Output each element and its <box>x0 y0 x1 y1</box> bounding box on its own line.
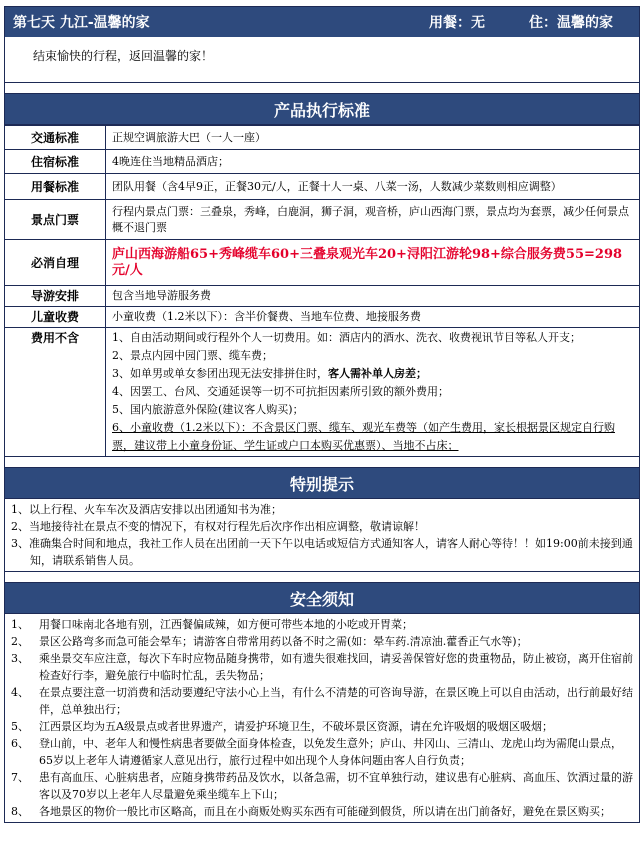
table-row <box>5 240 639 286</box>
fees-excluded-list <box>106 328 640 457</box>
section-spacer <box>5 457 639 468</box>
item-text: 景区公路弯多而急可能会晕车；请游客自带常用药以备不时之需(如：晕车药.清凉油.藿香正气水等)； <box>39 635 528 648</box>
item-number: 2、 <box>11 635 29 648</box>
day-header <box>5 7 639 37</box>
list-item: 4、因罢工、台风、交通延误等一切不可抗拒因素所引致的额外费用； <box>112 385 449 398</box>
list-item: 1、以上行程、火车车次及酒店安排以出团通知书为准； <box>11 503 282 516</box>
list-item: 3、准确集合时间和地点，我社工作人员在出团前一天下午以电话或短信方式通知客人，请客人耐心等待！！如19:00前未接到通知，请联系销售人员。 <box>11 537 633 567</box>
list-item: 5、国内旅游意外保险(建议客人购买)； <box>112 403 304 416</box>
row-value: 4晚连住当地精品酒店； <box>106 150 640 174</box>
item-number: 5、 <box>11 720 29 733</box>
itinerary-page <box>4 6 640 823</box>
mandatory-fees-value: 庐山西海游船65+秀峰缆车60+三叠泉观光车20+浔阳江游轮98+综合服务费55=298元/人 <box>106 240 640 286</box>
row-label: 费用不含 <box>5 328 106 457</box>
row-value: 团队用餐（含4早9正，正餐30元/人，正餐十人一桌、八菜一汤，人数减少菜数则相应调整） <box>106 174 640 200</box>
row-label: 必消自理 <box>5 240 106 286</box>
item-number: 7、 <box>11 771 29 784</box>
section-title-tips: 特别提示 <box>5 468 639 499</box>
section-title-safety: 安全须知 <box>5 583 639 614</box>
list-item: 1、自由活动期间或行程外个人一切费用。如：酒店内的酒水、洗衣、收费视讯节目等私人开支； <box>112 331 581 344</box>
row-label: 交通标准 <box>5 126 106 150</box>
item-text: 在景点要注意一切消费和活动要遵纪守法小心上当，有什么不清楚的可咨询导游，在景区晚上可以自由活动，出行前最好结伴，总单独出行； <box>39 686 633 716</box>
list-item <box>11 769 635 803</box>
section-spacer <box>5 572 639 583</box>
item-text: 乘坐景交车应注意，每次下车时应物品随身携带，如有遗失很难找回，请妥善保管好您的贵重物品，防止被窃，离开住宿前检查好行李，避免旅行中临时忙乱，丢失物品； <box>39 652 633 682</box>
tips-list <box>5 499 639 572</box>
list-item <box>11 616 635 633</box>
table-row <box>5 126 639 150</box>
table-row <box>5 307 639 328</box>
item-number: 8、 <box>11 805 29 818</box>
safety-list <box>5 614 639 822</box>
list-item <box>11 684 635 718</box>
item-number: 6、 <box>11 737 29 750</box>
item-number: 4、 <box>11 686 29 699</box>
item-text: 用餐口味南北各地有别，江西餐偏咸辣，如方便可带些本地的小吃或开胃菜； <box>39 618 413 631</box>
item-text: 登山前，中、老年人和慢性病患者要做全面身体检查，以免发生意外；庐山、井冈山、三清山、龙虎山均为需爬山景点，65岁以上老年人请遵循家人意见出行，旅行过程中如出现个人身体问题由客人自行负责； <box>39 737 622 767</box>
day-description: 结束愉快的行程，返回温馨的家！ <box>5 37 639 83</box>
row-value: 小童收费（1.2米以下）：含半价餐费、当地车位费、地接服务费 <box>106 307 640 328</box>
row-label: 景点门票 <box>5 200 106 240</box>
list-item <box>11 718 635 735</box>
list-item <box>112 365 633 383</box>
list-item: 2、当地接待社在景点不变的情况下，有权对行程先后次序作出相应调整，敬请谅解！ <box>11 520 425 533</box>
list-item-text: 3、如单男或单女参团出现无法安排拼住时， <box>112 367 328 380</box>
list-item-emphasis: 客人需补单人房差； <box>328 367 427 380</box>
row-label: 用餐标准 <box>5 174 106 200</box>
row-label: 住宿标准 <box>5 150 106 174</box>
day-title: 第七天 九江-温馨的家 <box>13 15 150 31</box>
stay-info: 住：温馨的家 <box>529 15 613 31</box>
list-item <box>11 803 635 820</box>
table-row <box>5 174 639 200</box>
section-title-standards: 产品执行标准 <box>5 94 639 125</box>
list-item: 6、小童收费（1.2米以下）：不含景区门票、缆车、观光车费等（如产生费用，家长根据景区规定自行购票，建议带上小童身份证、学生证或户口本购买优惠票）、当地不占床； <box>112 421 615 452</box>
list-item <box>11 735 635 769</box>
item-text: 江西景区均为五A级景点或者世界遗产，请爱护环境卫生，不破坏景区资源，请在允许吸烟的吸烟区吸烟； <box>39 720 553 733</box>
item-number: 3、 <box>11 652 29 665</box>
section-spacer <box>5 83 639 94</box>
item-text: 各地景区的物价一般比市区略高，而且在小商贩处购买东西有可能碰到假货，所以请在出门前备好，避免在景区购买； <box>39 805 611 818</box>
row-label: 导游安排 <box>5 286 106 307</box>
list-item <box>11 650 635 684</box>
table-row <box>5 150 639 174</box>
standards-table <box>5 125 639 457</box>
row-label: 儿童收费 <box>5 307 106 328</box>
row-value: 包含当地导游服务费 <box>106 286 640 307</box>
list-item <box>11 633 635 650</box>
item-number: 1、 <box>11 618 29 631</box>
item-text: 患有高血压、心脏病患者，应随身携带药品及饮水，以备急需，切不宜单独行动，建议患有心脏病、高血压、饮酒过量的游客以及70岁以上老年人尽量避免乘坐缆车上下山； <box>39 771 633 801</box>
table-row <box>5 328 639 457</box>
table-row <box>5 286 639 307</box>
meal-info: 用餐：无 <box>429 15 485 31</box>
row-value: 行程内景点门票：三叠泉，秀峰，白鹿洞，狮子洞，观音桥，庐山西海门票，景点均为套票，减少任何景点概不退门票 <box>106 200 640 240</box>
table-row <box>5 200 639 240</box>
row-value: 正规空调旅游大巴（一人一座） <box>106 126 640 150</box>
list-item: 2、景点内园中园门票、缆车费； <box>112 349 273 362</box>
